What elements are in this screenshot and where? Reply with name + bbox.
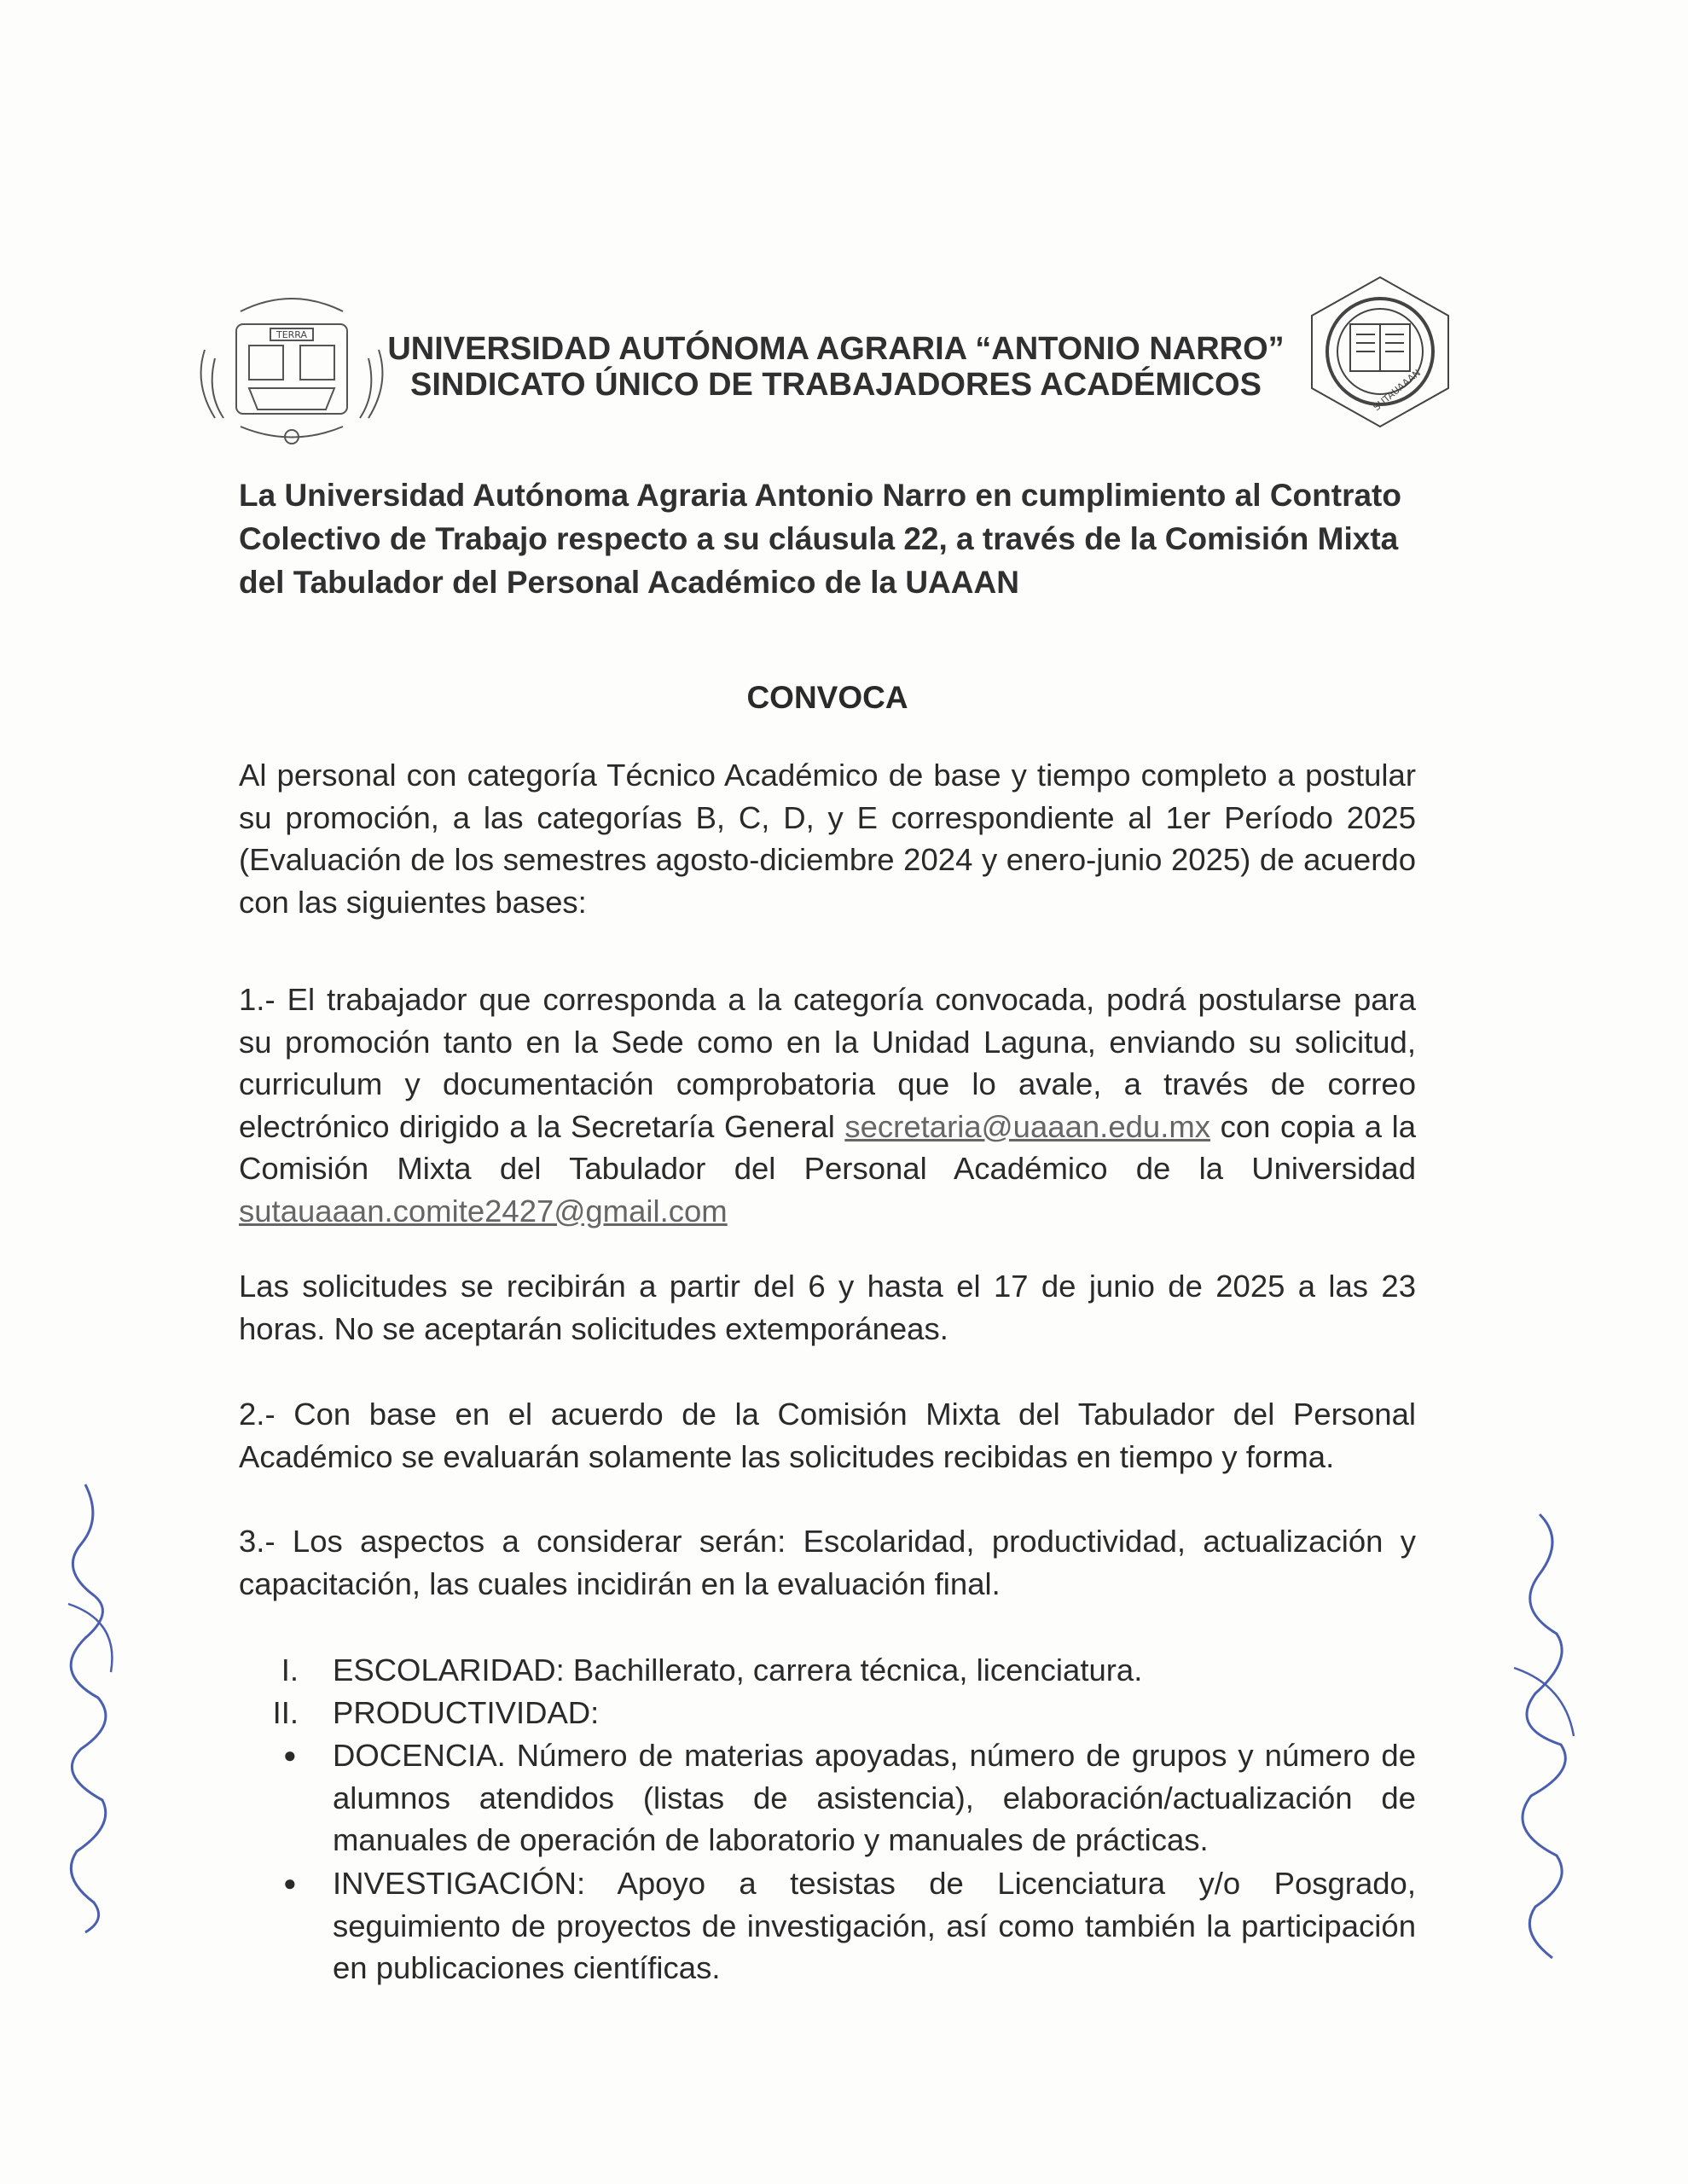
left-margin-signature [34, 1467, 128, 1945]
right-margin-signature [1488, 1489, 1591, 1975]
svg-text:TERRA: TERRA [276, 329, 308, 340]
base-1-paragraph [239, 979, 1416, 1232]
secretaria-email-link[interactable]: secretaria@uaaan.edu.mx [844, 1108, 1211, 1144]
union-seal-logo [1303, 273, 1457, 431]
base-1-text-a: 1.- El trabajador que corresponda a la categoría convocada, podrá postularse para su promoción tanto en la Sede como en la Unidad Laguna, enviando su solicitud, curriculum y documentación comprobatoria que lo avale, a través de correo electrónico dirigido a la Secretaría General [239, 982, 1416, 1144]
bullet-icon: ● [283, 1870, 297, 1896]
list-number: I. [281, 1653, 299, 1687]
university-name: UNIVERSIDAD AUTÓNOMA AGRARIA “ANTONIO NARRO” [387, 331, 1285, 367]
list-number: II. [272, 1695, 299, 1730]
comite-email-link[interactable]: sutauaaan.comite2427@gmail.com [239, 1193, 728, 1228]
intro-paragraph: La Universidad Autónoma Agraria Antonio Narro en cumplimiento al Contrato Colectivo de Trabajo respecto a su cláusula 22, a través de la Comisión Mixta del Tabulador del Personal Académico de la UAAAN [239, 478, 1401, 600]
university-seal-logo [189, 290, 394, 452]
call-paragraph: Al personal con categoría Técnico Académico de base y tiempo completo a postular su promoción, a las categorías B, C, D, y E correspondiente al 1er Período 2025 (Evaluación de los semestres agosto-diciembre 2024 y enero-junio 2025) de acuerdo con las siguientes bases: [239, 758, 1416, 920]
document-title: CONVOCA [746, 680, 908, 715]
list-item-text: ESCOLARIDAD: Bachillerato, carrera técnica, licenciatura. [333, 1653, 1143, 1687]
dates-paragraph: Las solicitudes se recibirán a partir del 6 y hasta el 17 de junio de 2025 a las 23 horas. No se aceptarán solicitudes extemporáneas. [239, 1269, 1416, 1346]
bullet-text: DOCENCIA. Número de materias apoyadas, número de grupos y número de alumnos atendidos (listas de asistencia), elaboración/actualización de manuales de operación de laboratorio y manuales de prácticas. [333, 1738, 1416, 1857]
bullet-text: INVESTIGACIÓN: Apoyo a tesistas de Licenciatura y/o Posgrado, seguimiento de proyectos de investigación, así como también la participación en publicaciones científicas. [333, 1866, 1416, 1985]
list-item-text: PRODUCTIVIDAD: [333, 1695, 600, 1730]
bullet-icon: ● [283, 1742, 297, 1768]
base-3-paragraph: 3.- Los aspectos a considerar serán: Escolaridad, productividad, actualización y capacitación, las cuales incidirán en la evaluación final. [239, 1524, 1416, 1601]
svg-text:SUTAUAAAN: SUTAUAAAN [1371, 367, 1423, 414]
union-name: SINDICATO ÚNICO DE TRABAJADORES ACADÉMICOS [410, 367, 1262, 403]
base-1-text-b: con copia a la Comisión Mixta del Tabulador del Personal Académico de la Universidad [239, 1108, 1416, 1186]
base-2-paragraph: 2.- Con base en el acuerdo de la Comisión Mixta del Tabulador del Personal Académico se evaluarán solamente las solicitudes recibidas en tiempo y forma. [239, 1397, 1416, 1474]
